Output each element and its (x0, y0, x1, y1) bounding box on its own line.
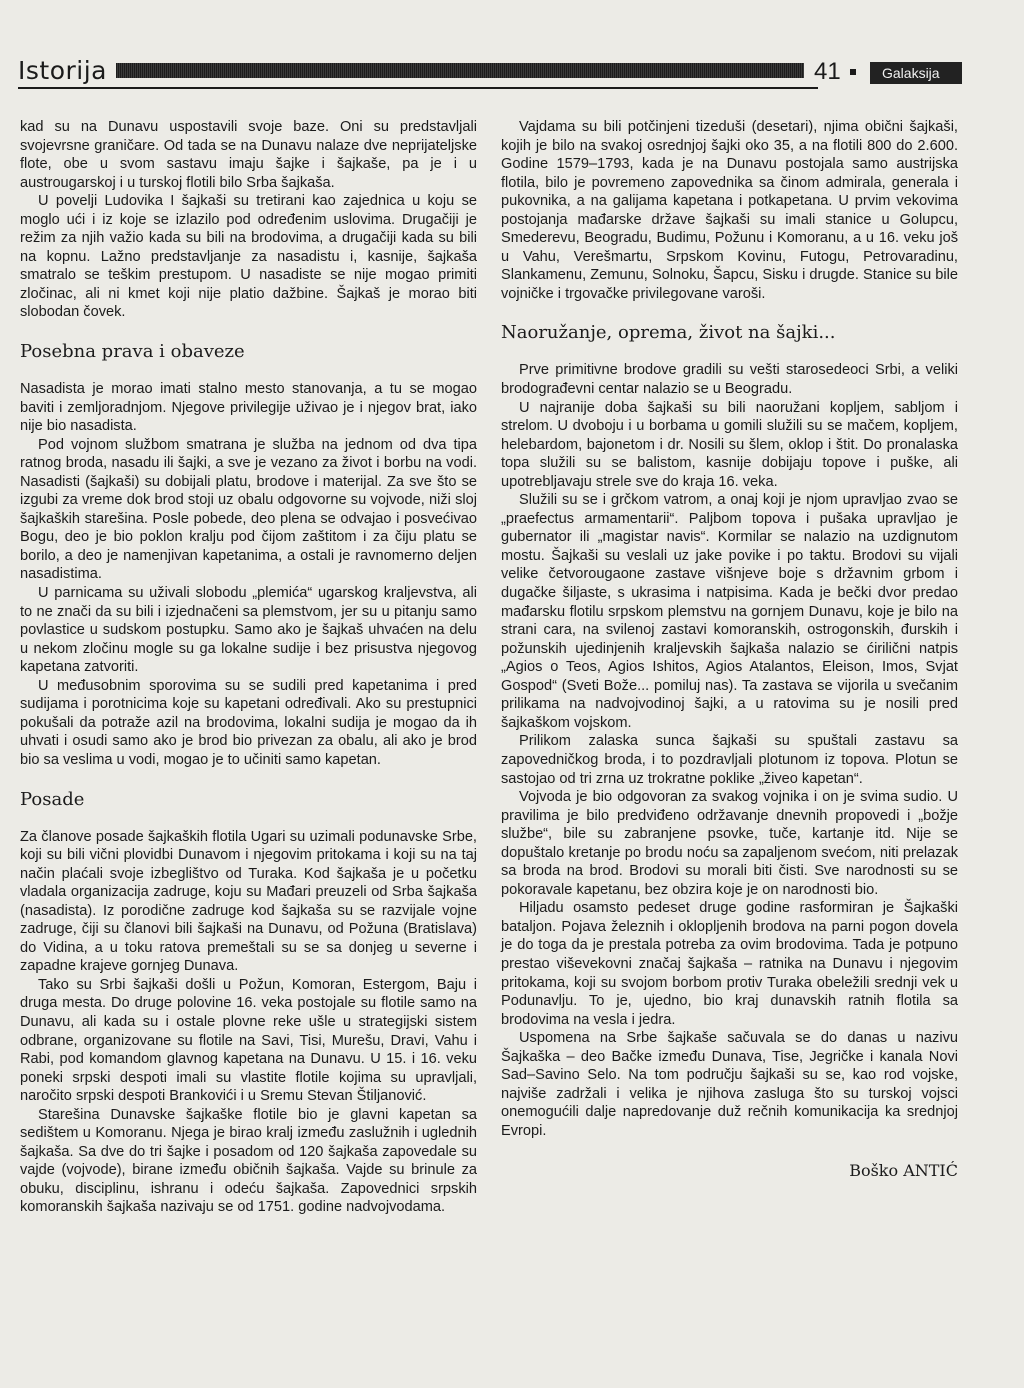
paragraph: Prve primitivne brodove gradili su vešti starosedeoci Srbi, a veliki brodograđevni centar nalazio se u Beogradu. (501, 362, 958, 398)
paragraph: Uspomena na Srbe šajkaše sačuvala se do danas u nazivu Šajkaška – deo Bačke između Dunava, Tise, Jegričke i kanala Novi Sad–Savino Selo. Na tom području šajkaši su se, kao rod vojske, najviše zadržali i velika je njihova zasluga što su turskoj vojsci onemogućili dalje napredovanje duž rečnih komunikacija ka srednjoj Evropi. (501, 1030, 958, 1139)
paragraph: U povelji Ludovika I šajkaši su tretirani kao zajednica u koju se moglo ući i iz koje se izlazilo pod određenim uslovima. Drugačiji je režim za njih važio kada su bili na brodovima, a drugačiji kada su bili na kopnu. Lažno predstavljanje za nasadistu i, kasnije, šajkaša smatralo se teškim prestupom. U nasadiste se nije mogao primiti zločinac, ali ni kmet koji nije platio dažbine. Šajkaš je morao biti slobodan čovek. (20, 193, 477, 321)
paragraph: Za članove posade šajkaških flotila Ugari su uzimali podunavske Srbe, koji su bili vični plovidbi Dunavom i njegovim pritokama i koji su na taj način plaćali svoje izbeglištvo od Turaka. Kod šajkaša je u početku vladala organizacija zadruge, koju su Mađari preuzeli od Srba šajkaša (nasadista). Iz porodične zadruge kod šajkaša su se razvijale vojne zadruge, čiji su članovi bili šajkaši na Dunavu, od Požuna (Bratislava) do Vidina, a u toku ratova premeštali su se sa donjeg u severne i zapadne krajeve gornjeg Dunava. (20, 828, 477, 975)
magazine-label: Galaksija (870, 62, 962, 84)
paragraph: U najranije doba šajkaši su bili naoružani kopljem, sabljom i strelom. U dvoboju i u borbama u gomili služili su se mačem, kopljem, helebardom, bajonetom i dr. Nosili su šlem, oklop i štit. Do pronalaska topa služili su se balistom, kasnije dobijaju topove i puške, ali upotrebljavaju strele sve do kraja 16. veka. (501, 399, 958, 490)
paragraph: Starešina Dunavske šajkaške flotile bio je glavni kapetan sa sedištem u Komoranu. Njega je birao kralj između zaslužnih i uglednih šajkaša. Sa dve do tri šajke i posadom od 120 šajkaša zapovedale su vajde (vojvode), birane između običnih šajkaša. Vajde su brinule za obuku, disciplinu, ishranu i odeću šajkaša. Zapovednici srpskih komoranskih šajkaša nazivaju se od 1751. godine nadvojvodama. (20, 1106, 477, 1216)
header-rule (116, 63, 804, 78)
paragraph: Vajdama su bili potčinjeni tizeduši (desetari), njima obični šajkaši, kojih je bilo na svakoj osrednjoj šajki oko 35, a na flotili 800 do 2.600. Godine 1579–1793, kada je na Dunavu postojala samo austrijska flotila, bilo je povremeno zapovednika sa činom admirala, generala i pukovnika, a na galijama kapetana i potkapetana. U prvim vekovima postojanja mađarske države šajkaši su imali stanice u Golupcu, Smederevu, Beogradu, Budimu, Požunu i Komoranu, a u 16. veku još u Vahu, Verešmartu, Srpskom Kovinu, Futogu, Petrovaradinu, Slankamenu, Zemunu, Solnoku, Šapcu, Sisku i drugde. Stanice su bile vojničke i trgovačke privilegovane varoši. (501, 119, 958, 302)
paragraph: U međusobnim sporovima su se sudili pred kapetanima i pred sudijama i porotnicima koje su kapetani određivali. Ako su prestupnici pokušali da potraže azil na brodovima, lokalni sudija je mogao da ih uhvati i osudi samo ako je brod bio privezan za obalu, ali ako je brod bio sa veslima u vodi, mogao je to učiniti samo kapetan. (20, 677, 477, 768)
paragraph: U parnicama su uživali slobodu „plemića“ ugarskog kraljevstva, ali to ne znači da su bili i izjednačeni sa plemstvom, jer su u pitanju samo povlastice u sudskom postupku. Samo ako je šajkaš uhvaćen na delu u nekom zločinu mogle su ga lokalne sudije i bez prisustva njegovog kapetana zatvoriti. (20, 585, 477, 676)
subheading: Naoružanje, oprema, život na šajki... (501, 322, 836, 344)
bullet-icon (850, 69, 856, 75)
page-number: 41 (814, 58, 841, 85)
subheading: Posebna prava i obaveze (20, 341, 245, 363)
paragraph: kad su na Dunavu uspostavili svoje baze. Oni su predstavljali svojevrsne graničare. Od tada se na Dunavu nalaze dve neprijateljske flote, obe u svom sastavu imaju šajke i šajkaše, pa je i u austrougarskoj i u turskoj flotili bilo Srba šajkaša. (20, 119, 477, 191)
paragraph: Prilikom zalaska sunca šajkaši su spuštali zastavu sa zapovedničkog broda, i to pozdravljali plotunom iz topova. Plotun se sastojao od tri zrna uz trokratne poklike „živeo kapetan“. (501, 733, 958, 787)
left-column (20, 118, 477, 1358)
paragraph: Tako su Srbi šajkaši došli u Požun, Komoran, Estergom, Baju i druga mesta. Do druge polovine 16. veka postojale su flotile samo na Dunavu, ali kada su i ostale plovne reke ušle u strategijski sistem odbrane, organizovane su flotile na Savi, Tisi, Murešu, Dravi, Vahu i Rabi, pod komandom glavnog kapetana na Dunavu. U 15. i 16. veku poneki srpski despoti imali su vlastite flotile kojima su upravljali, naročito srpski despoti Brankovići i u Sremu Stevan Štiljanović. (20, 976, 477, 1105)
author-signature: Boško ANTIĆ (849, 1161, 958, 1181)
paragraph: Pod vojnom službom smatrana je služba na jednom od dva tipa ratnog broda, nasadu ili šajki, a sve je vezano za život i borbu na vodi. Nasadisti (šajkaši) su dobijali platu, brodove i materijal. Za sve što se izgubi za vreme dok brod stoji uz obalu odgovorne su vojvode, niži sloj šajkaških starešina. Posle pobede, deo plena se odvajao i posvećivao Bogu, deo je bio poklon kralju pod čijom zaštitom i za čiju platu se borilo, a deo je namenjivan kapetanima, a ostali je ravnomerno deljen nasadistima. (20, 436, 477, 583)
paragraph: Služili su se i grčkom vatrom, a onaj koji je njom upravljao zvao se „praefectus armamentarii“. Paljbom topova i pušaka upravljao je gubernator ili „magistar navis“. Kormilar se nalazio na uzdignutom mostu. Šajkaši su veslali uz jake povike i po taktu. Brodovi su vijali velike četvorougaone zastave višnjeve boje s državnim grbom i dugačke šiljaste, s ukrasima i natpisima. Kada je bečki dvor predao mađarsku flotilu srpskom plemstvu na gornjem Dunavu, koje je bilo na strani cara, na svilenoj zastavi komoranskih, ostrogonskih, đurskih i požunskih ujedinjenih kraljevskih šajkaša nalazio se ćirilični natpis „Agios o Teos, Agios Ishitos, Agios Atalantos, Eleison, Imos, Svjat Gospod“ (Sveti Bože... pomiluj nas). Ta zastava se vijorila u svečanim prilikama na nadvojvodinoj šajki, a u ratovima su je nosili pred šajkaškom vojskom. (501, 492, 958, 731)
section-title: Istorija (18, 56, 107, 85)
paragraph: Hiljadu osamsto pedeset druge godine rasformiran je Šajkaški bataljon. Pojava železnih i oklopljenih brodova na parni pogon dovela je do toga da je prestala potreba za ovim brodovima. Tada je potpuno prestao viševekovni značaj šajkaša – ratnika na Dunavu i njegovim pritokama, koji su svojom borbom protiv Turaka obeležili srednji vek u Podunavlju. To je, ujedno, bio kraj dunavskih ratnih flotila sa brodovima na vesla i jedra. (501, 900, 958, 1028)
header-underline (18, 87, 818, 89)
right-column (501, 118, 958, 1358)
subheading: Posade (20, 788, 85, 810)
paragraph: Vojvoda je bio odgovoran za svakog vojnika i on je svima sudio. U pravilima je bilo predviđeno održavanje dnevnih propovedi i „božje službe“, bile su zabranjene psovke, tuče, kartanje itd. Nije se dopuštalo kretanje po brodu noću sa zapaljenom svećom, niti prelazak sa broda na brod. Brodovi su morali biti čisti. Sve narodnosti su se pokoravale kapetanu, bez obzira koje je on narodnosti bio. (501, 789, 958, 898)
paragraph: Nasadista je morao imati stalno mesto stanovanja, a tu se mogao baviti i zemljoradnjom. Njegove privilegije uživao je i njegov brat, iako nije bio nasadista. (20, 381, 477, 435)
page-header (18, 52, 962, 92)
